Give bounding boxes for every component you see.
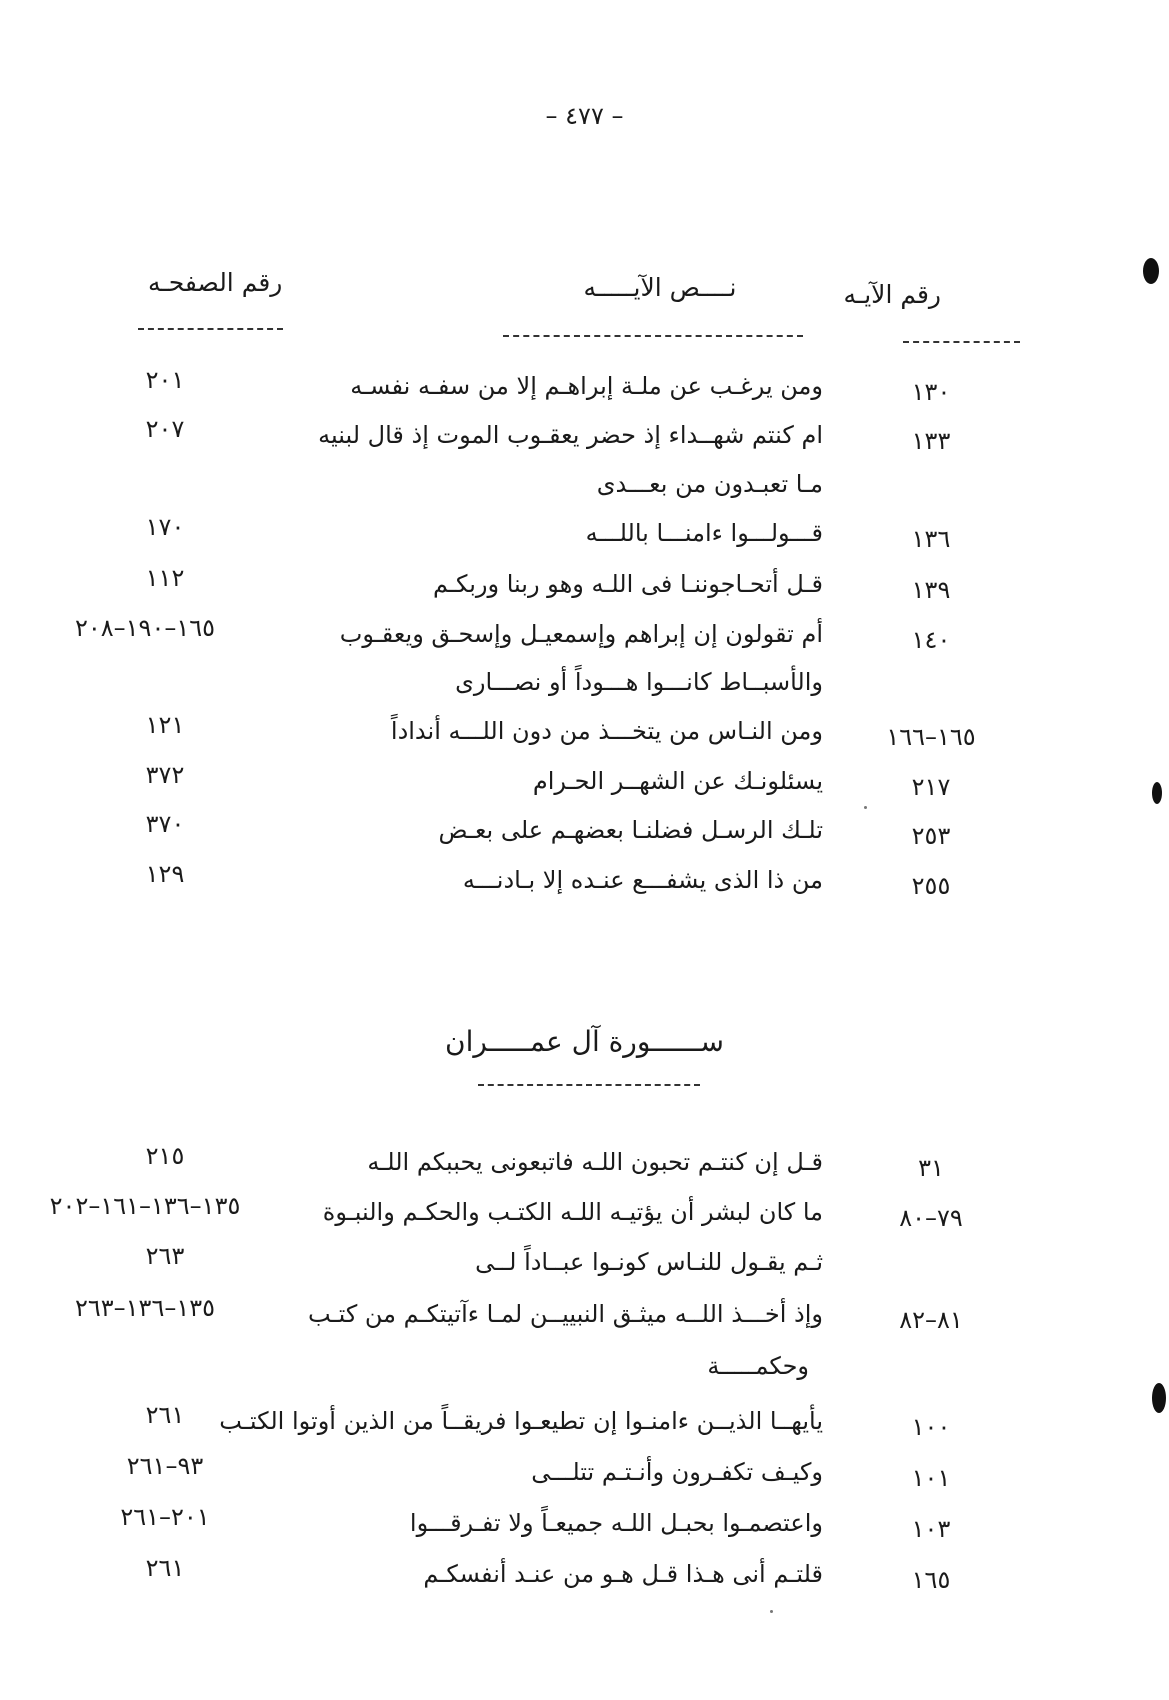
surah-divider	[478, 1084, 700, 1086]
verse-number: ٢١٧	[911, 773, 951, 801]
verse-text: وكيـف تكفـرون وأنـتـم تتلـــى	[531, 1458, 823, 1486]
table-row	[0, 1554, 1169, 1600]
page-reference: ١٦٥–١٩٠–٢٠٨	[74, 614, 215, 642]
verse-number: ١٠٠	[911, 1413, 951, 1441]
verse-text: قـل إن كنتـم تحبون اللـه فاتبعونى يحببكم اللـه	[367, 1148, 823, 1176]
verse-number: ٢٥٥	[911, 872, 951, 900]
scan-mark	[1152, 1383, 1166, 1413]
verse-text: قـــولـــوا ءامنـــا باللـــه	[585, 519, 823, 547]
verse-text: ام كنتم شهــداء إذ حضر يعقـوب الموت إذ قال لبنيه	[318, 421, 823, 449]
verse-text: وحكمـــــة	[707, 1352, 809, 1380]
page-reference: ٢٠٧	[145, 415, 185, 443]
page-reference: ١٣٥–١٣٦–١٦١–٢٠٢	[49, 1192, 241, 1220]
page-reference: ٢٦١	[145, 1401, 185, 1429]
table-row	[0, 810, 1169, 856]
page-reference: ٣٧٢	[145, 761, 185, 789]
page-reference: ٩٣–٢٦١	[126, 1452, 204, 1480]
verse-text: والأسبــاط كانـــوا هـــوداً أو نصـــارى	[455, 668, 823, 696]
table-row	[0, 1142, 1169, 1188]
verse-text: يسئلونـك عن الشهــر الحـرام	[532, 767, 823, 795]
table-row	[0, 564, 1169, 610]
table-row	[0, 668, 1169, 708]
verse-text: ثـم يقـول للنـاس كونـوا عبــاداً لــى	[475, 1248, 823, 1276]
page-reference: ٢١٥	[145, 1142, 185, 1170]
table-row	[0, 860, 1169, 906]
table-row	[0, 1401, 1169, 1447]
page-reference: ٢٠١–٢٦١	[120, 1503, 210, 1531]
header-divider	[503, 335, 803, 337]
verse-number: ١٣٠	[911, 378, 951, 406]
table-row	[0, 366, 1169, 412]
page-reference: ١٣٥–١٣٦–٢٦٣	[74, 1294, 215, 1322]
table-row	[0, 711, 1169, 757]
table-row	[0, 470, 1169, 510]
page-reference: ٢٦٣	[145, 1242, 185, 1270]
table-row	[0, 614, 1169, 660]
table-row	[0, 1294, 1169, 1340]
verse-number: ١٤٠	[911, 626, 951, 654]
verse-number: ١٣٩	[911, 576, 951, 604]
verse-number: ١٠١	[911, 1464, 951, 1492]
page-reference: ٢٦١	[145, 1554, 185, 1582]
page-reference: ٢٠١	[145, 366, 185, 394]
header-verse-text: نــــص الآيـــــه	[583, 273, 737, 302]
scan-speck	[864, 806, 867, 809]
table-row	[0, 761, 1169, 807]
verse-text: ما كان لبشر أن يؤتيـه اللـه الكتـب والحكـم والنبـوة	[322, 1198, 823, 1226]
verse-number: ١٣٦	[911, 525, 951, 553]
header-divider	[138, 328, 283, 330]
scan-speck	[770, 1610, 773, 1613]
verse-number: ١٦٥–١٦٦	[886, 723, 976, 751]
verse-number: ١٠٣	[911, 1515, 951, 1543]
table-row	[0, 1452, 1169, 1498]
verse-number: ٢٥٣	[911, 822, 951, 850]
page-reference: ١٢٩	[145, 860, 185, 888]
table-row	[0, 1242, 1169, 1288]
table-row	[0, 1352, 1169, 1392]
page-reference: ١٢١	[145, 711, 185, 739]
verse-number: ٣١	[918, 1154, 944, 1182]
header-verse-number: رقم الآيـه	[843, 280, 941, 309]
verse-text: وإذ أخـــذ اللــه ميثـق النبييــن لمـا ءآتيتكـم من كتـب	[308, 1300, 823, 1328]
verse-text: قلتـم أنى هـذا قـل هـو من عنـد أنفسكـم	[423, 1560, 823, 1588]
verse-text: أم تقولون إن إبراهم وإسمعيـل وإسحـق ويعقـوب	[339, 620, 823, 648]
verse-text: ومن يرغـب عن ملـة إبراهـم إلا من سفـه نفسـه	[350, 372, 823, 400]
scan-mark	[1143, 258, 1159, 284]
verse-text: من ذا الذى يشفـــع عنـده إلا بـادنـــه	[462, 866, 823, 894]
verse-text: واعتصمـوا بحبـل اللـه جميعـاً ولا تفـرقـــوا	[409, 1509, 823, 1537]
verse-number: ٧٩–٨٠	[899, 1204, 963, 1232]
table-row	[0, 513, 1169, 559]
verse-text: قـل أتحـاجوننـا فى اللـه وهو ربنا وربكـم	[432, 570, 823, 598]
verse-text: تلـك الرسـل فضلنـا بعضهـم على بعـض	[438, 816, 823, 844]
verse-text: مـا تعبـدون من بعـــدى	[596, 470, 823, 498]
verse-text: ومن النـاس من يتخـــذ من دون اللـــه أنداداً	[390, 717, 823, 745]
scan-mark	[1152, 782, 1162, 804]
table-row	[0, 1503, 1169, 1549]
page-number: – ٤٧٧ –	[545, 102, 624, 130]
verse-number: ١٣٣	[911, 427, 951, 455]
page-reference: ١١٢	[145, 564, 185, 592]
table-row	[0, 415, 1169, 461]
verse-text: يأيهــا الذيــن ءامنـوا إن تطيعـوا فريقــاً من الذين أوتوا الكتـب	[219, 1407, 823, 1435]
verse-number: ١٦٥	[911, 1566, 951, 1594]
surah-title: ســــــورة آل عمـــــران	[445, 1025, 724, 1058]
verse-number: ٨١–٨٢	[899, 1306, 963, 1334]
header-page-number: رقم الصفحـه	[148, 268, 283, 297]
page-reference: ٣٧٠	[145, 810, 185, 838]
header-divider	[903, 341, 1020, 343]
table-row	[0, 1192, 1169, 1238]
page-reference: ١٧٠	[145, 513, 185, 541]
